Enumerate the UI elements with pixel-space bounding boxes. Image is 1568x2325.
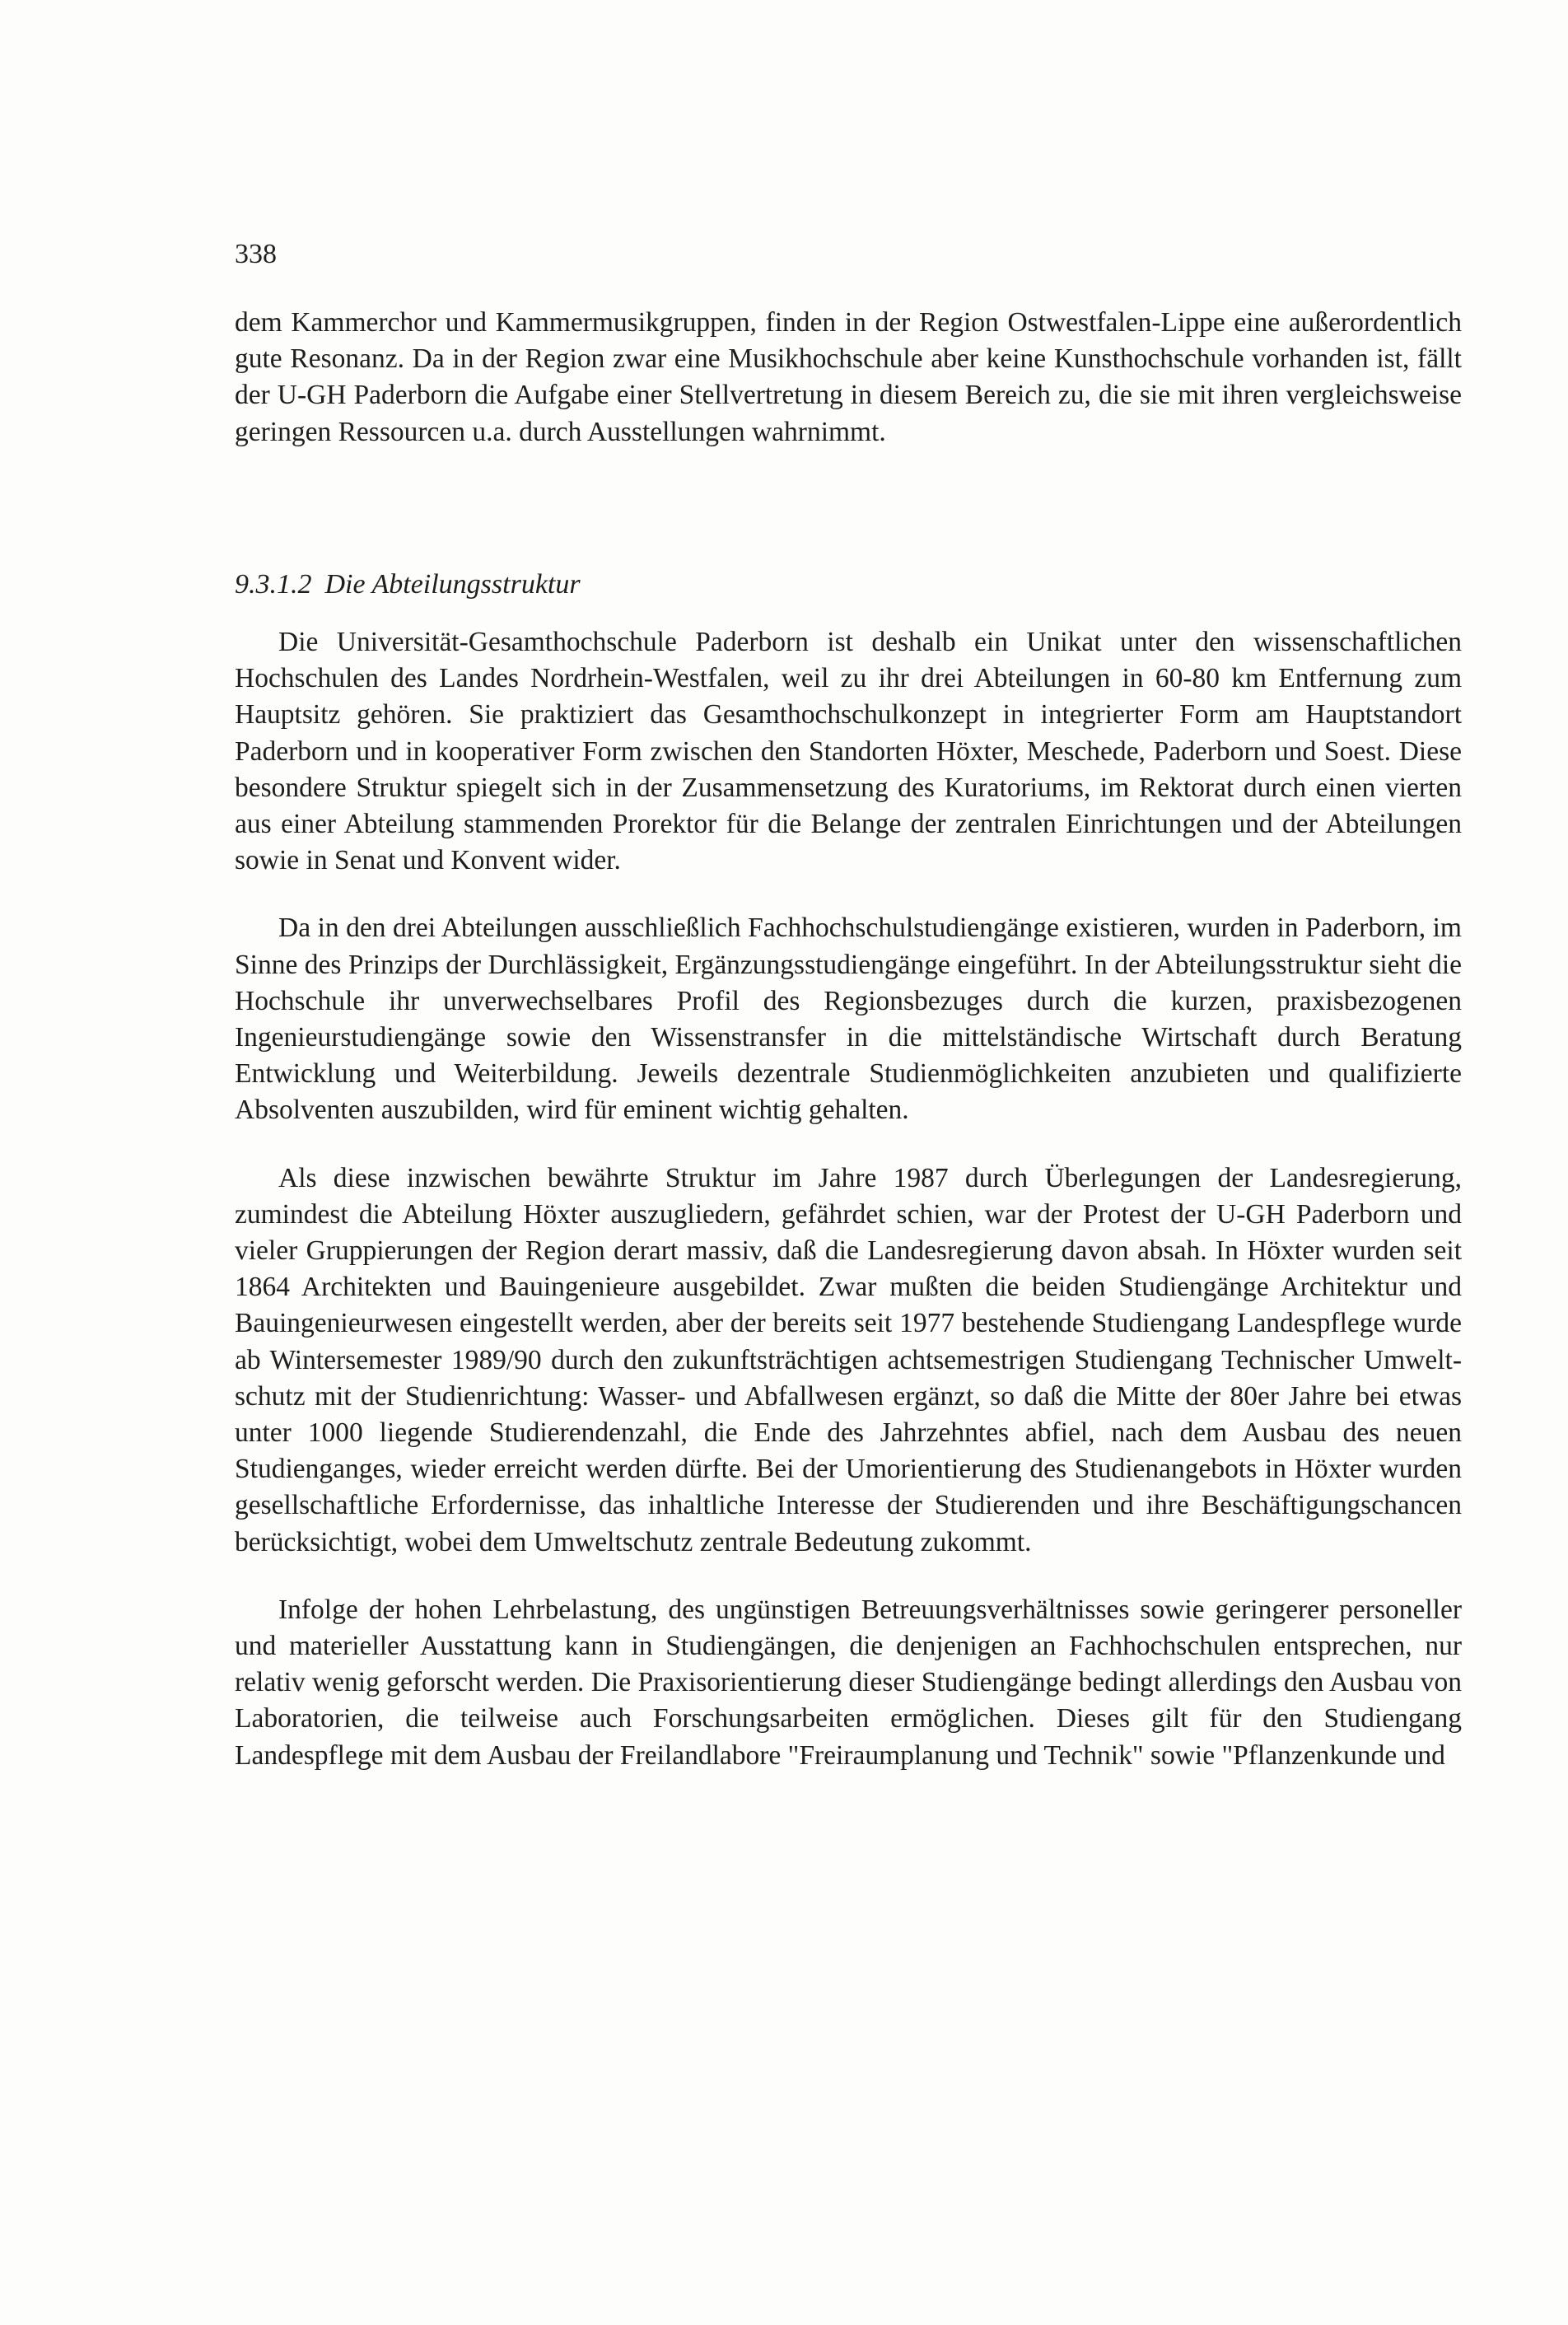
intro-text-block bbox=[235, 305, 1462, 451]
page-number: 338 bbox=[235, 239, 277, 269]
section-title: Die Abteilungsstruktur bbox=[324, 569, 581, 600]
body-paragraph: Als diese inzwischen bewährte Struktur im Jahre 1987 durch Überlegungen der Landesregierung, zumindest die Abteilung Höxter auszugliedern, gefährdet schien, war der Protest der U-GH Paderborn und vieler Gruppierungen der Region derart massiv, daß die Landesregierung davon absah. In Höxter wurden seit 1864 Architekten und Bauingenieure ausgebildet. Zwar mußten die beiden Studiengänge Architektur und Bauingenieurwesen eingestellt werden, aber der bereits seit 1977 bestehende Studiengang Landespflege wurde ab Wintersemester 1989/90 durch den zukunftsträchtigen achtsemestrigen Studiengang Technischer Umweltschutz mit der Studienrichtung: Wasser- und Abfallwesen ergänzt, so daß die Mitte der 80er Jahre bei etwas unter 1000 liegende Studierendenzahl, die Ende des Jahrzehntes abfiel, nach dem Ausbau des neuen Studienganges, wieder erreicht werden dürfte. Bei der Umorientierung des Studienangebots in Höxter wurden gesellschaftliche Erfordernisse, das inhaltliche Interesse der Studierenden und ihre Beschäftigungschancen berücksichtigt, wobei dem Umweltschutz zentrale Bedeutung zukommt. bbox=[235, 1162, 1462, 1557]
section-heading bbox=[235, 568, 581, 602]
section-number: 9.3.1.2 bbox=[235, 569, 312, 600]
body-paragraph: Die Universität-Gesamthochschule Paderborn ist deshalb ein Unikat unter den wissenschaftlichen Hochschulen des Landes Nordrhein-Westfalen, weil zu ihr drei Abteilungen in 60-80 km Entfernung zum Hauptsitz gehören. Sie praktiziert das Gesamthochschulkonzept in integrierter Form am Hauptstandort Paderborn und in kooperativer Form zwischen den Standorten Höxter, Meschede, Paderborn und Soest. Diese besondere Struktur spiegelt sich in der Zusammensetzung des Kuratoriums, im Rektorat durch einen vierten aus einer Abteilung stammenden Prorektor für die Belange der zentralen Einrichtungen und der Abteilungen sowie in Senat und Konvent wider. bbox=[235, 627, 1462, 876]
section-body bbox=[235, 624, 1462, 1805]
body-paragraph: Infolge der hohen Lehrbelastung, des ungünstigen Betreuungsverhältnisses sowie geringerer personeller und materieller Ausstattung kann in Studiengängen, die denjenigen an Fachhochschulen entsprechen, nur relativ wenig geforscht werden. Die Praxisorientierung dieser Studiengänge bedingt allerdings den Ausbau von Laboratorien, die teilweise auch Forschungsarbeiten ermöglichen. Dieses gilt für den Studiengang Landespflege mit dem Ausbau der Freilandlabore "Freiraumplanung und Technik" sowie "Pflanzenkunde und bbox=[235, 1594, 1462, 1771]
intro-paragraph: dem Kammerchor und Kammermusikgruppen, finden in der Region Ostwestfalen-Lippe eine außerordentlich gute Resonanz. Da in der Region zwar eine Musikhochschule aber keine Kunsthochschule vorhanden ist, fällt der U-GH Paderborn die Aufgabe einer Stellvertretung in diesem Bereich zu, die sie mit ihren vergleichsweise geringen Ressourcen u.a. durch Ausstellungen wahrnimmt. bbox=[235, 307, 1462, 447]
body-paragraph: Da in den drei Abteilungen ausschließlich Fachhochschulstudiengänge existieren, wurden in Paderborn, im Sinne des Prinzips der Durchlässigkeit, Ergänzungsstudiengänge eingeführt. In der Abteilungsstruktur sieht die Hochschule ihr unverwechselbares Profil des Regionsbezuges durch die kurzen, praxisbezogenen Ingenieurstudiengänge sowie den Wissenstransfer in die mittelständische Wirtschaft durch Beratung Entwicklung und Weiterbildung. Jeweils dezentrale Studienmöglichkeiten anzubieten und qualifizierte Absolventen auszubilden, wird für eminent wichtig gehalten. bbox=[235, 913, 1462, 1126]
